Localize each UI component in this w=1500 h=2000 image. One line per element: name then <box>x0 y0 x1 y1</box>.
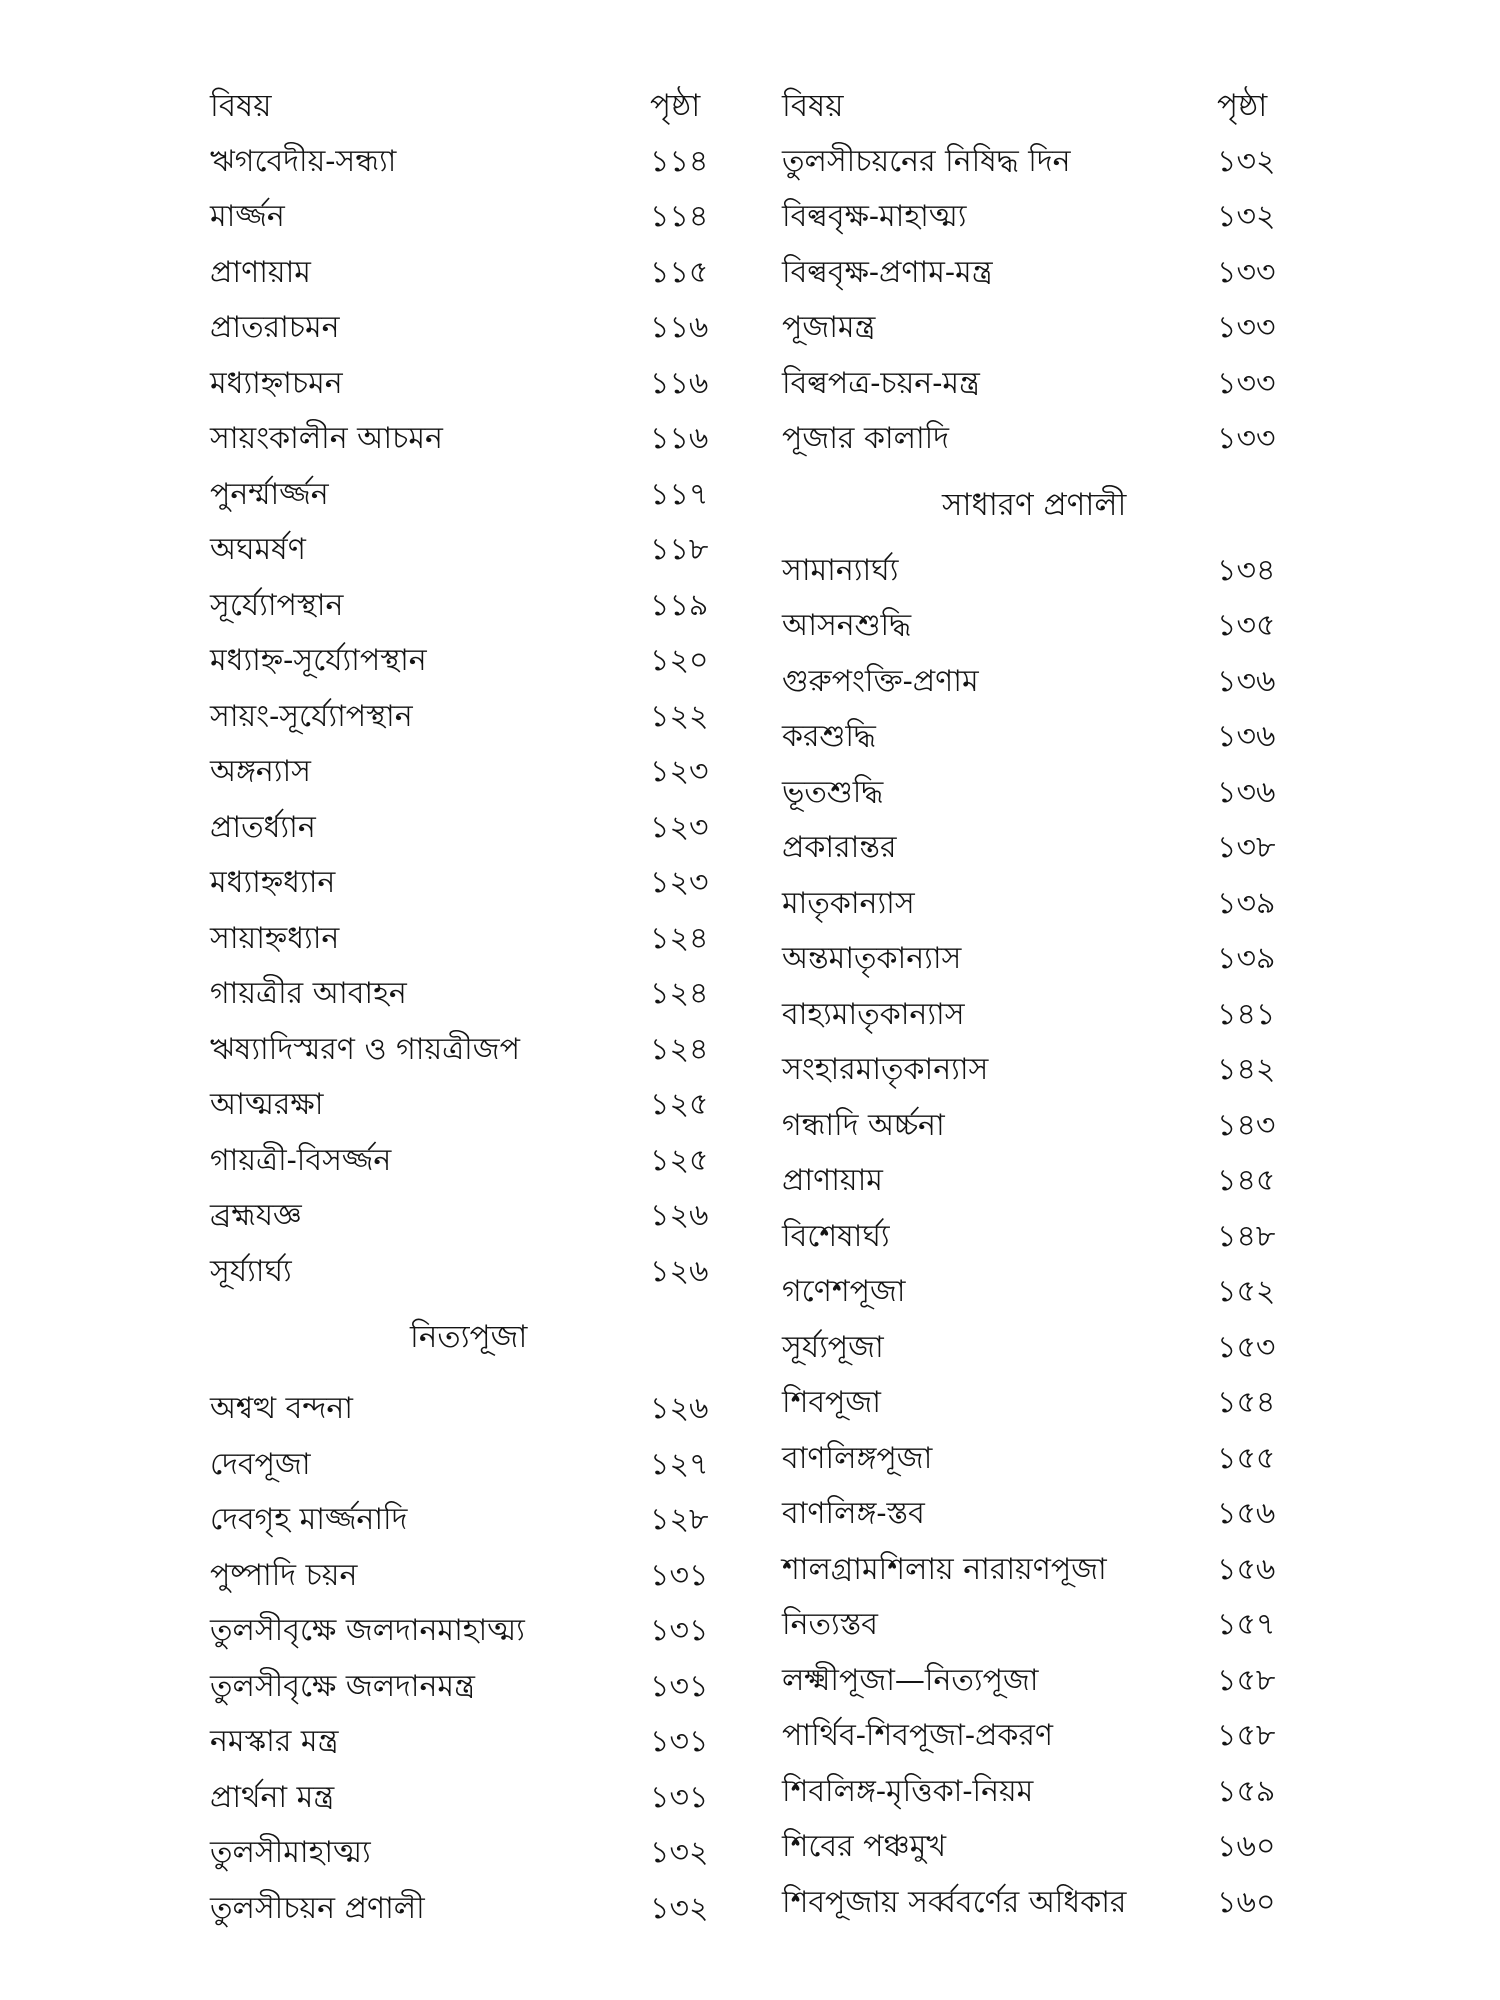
toc-entry-title: সূর্য্যার্ঘ্য <box>210 1253 292 1289</box>
toc-entry <box>782 191 1282 247</box>
toc-entry <box>782 1655 1282 1711</box>
left-subject-header: বিষয় <box>210 88 272 124</box>
toc-entry-page: ১২৫ <box>650 1087 709 1122</box>
toc-entry-page: ১১৪ <box>650 143 709 179</box>
toc-entry-title: বাণলিঙ্গপূজা <box>782 1440 933 1476</box>
left-page-header: পৃষ্ঠা <box>650 88 701 124</box>
toc-entry-page: ১৩৬ <box>1217 719 1276 754</box>
toc-entry-page: ১২৩ <box>650 754 709 789</box>
toc-entry-page: ১২৫ <box>650 1142 709 1178</box>
toc-entry-page: ১২৬ <box>650 1391 709 1426</box>
toc-entry-title: সামান্যার্ঘ্য <box>782 552 899 588</box>
toc-entry <box>210 580 730 636</box>
toc-entry-title: শিবের পঞ্চমুখ <box>782 1829 947 1864</box>
toc-entry-page: ১২৪ <box>650 920 709 956</box>
toc-entry-page: ১২৩ <box>650 809 709 845</box>
toc-entry-title: প্রাণায়াম <box>782 1163 883 1198</box>
toc-entry-page: ১২৬ <box>650 1253 709 1289</box>
toc-entry-page: ১৪৫ <box>1217 1163 1276 1198</box>
toc-entry <box>210 358 730 414</box>
toc-entry <box>782 1599 1282 1655</box>
right-section-heading <box>782 469 1282 545</box>
right-entry-list <box>782 136 1282 469</box>
toc-entry-page: ১৫৯ <box>1217 1773 1276 1809</box>
toc-entry-page: ১৩৯ <box>1217 885 1276 921</box>
toc-entry <box>782 1322 1282 1378</box>
toc-entry-page: ১৩৪ <box>1217 552 1276 588</box>
toc-entry-page: ১৪৮ <box>1217 1218 1276 1254</box>
toc-entry-page: ১২৭ <box>650 1446 709 1482</box>
toc-entry-title: ভূতশুদ্ধি <box>782 774 884 810</box>
left-header-row <box>210 80 730 136</box>
section-title-sadharan-pronali: সাধারণ প্রণালী <box>942 486 1127 523</box>
toc-entry-page: ১৩৬ <box>1217 774 1276 810</box>
toc-entry-title: মধ্যাহ্ন-সূর্য্যোপস্থান <box>210 643 427 678</box>
toc-entry-title: মধ্যাহ্নধ্যান <box>210 865 336 900</box>
toc-entry-title: নিত্যস্তব <box>782 1607 878 1642</box>
toc-entry-page: ১৪২ <box>1217 1052 1276 1087</box>
toc-entry-title: শালগ্রামশিলায় নারায়ণপূজা <box>782 1551 1107 1587</box>
toc-entry <box>782 1433 1282 1489</box>
toc-entry <box>782 1488 1282 1544</box>
toc-entry <box>782 878 1282 934</box>
right-entry-list-2 <box>782 545 1282 1933</box>
toc-entry-title: পূজামন্ত্র <box>782 310 876 345</box>
toc-entry-page: ১২০ <box>650 643 709 678</box>
toc-entry-page: ১৩২ <box>1217 199 1276 234</box>
toc-entry-title: অঙ্গন্যাস <box>210 754 312 789</box>
toc-entry <box>782 1211 1282 1267</box>
toc-entry-page: ১৪৩ <box>1217 1107 1276 1143</box>
toc-entry-page: ১৩৮ <box>1217 830 1276 865</box>
toc-entry <box>210 635 730 691</box>
toc-entry-page: ১৫৫ <box>1217 1440 1276 1476</box>
toc-entry <box>210 1772 730 1828</box>
toc-entry-title: গুরুপংক্তি-প্রণাম <box>782 663 979 699</box>
toc-entry <box>210 746 730 802</box>
toc-entry-title: আত্মরক্ষা <box>210 1087 324 1122</box>
toc-entry-page: ১৫৬ <box>1217 1551 1276 1587</box>
toc-entry <box>210 1605 730 1661</box>
toc-entry-page: ১৫৪ <box>1217 1385 1276 1420</box>
toc-entry-title: পূজার কালাদি <box>782 421 950 456</box>
toc-entry <box>210 913 730 969</box>
toc-entry-page: ১৩২ <box>1217 143 1276 179</box>
toc-entry <box>210 857 730 913</box>
toc-entry-title: ঋগবেদীয়-সন্ধ্যা <box>210 143 397 179</box>
toc-entry <box>210 691 730 747</box>
toc-entry-title: প্রাণায়াম <box>210 254 311 290</box>
toc-entry <box>782 1821 1282 1877</box>
toc-entry <box>782 1377 1282 1433</box>
toc-entry-title: মার্জ্জন <box>210 199 285 234</box>
left-column <box>210 80 730 1938</box>
toc-entry <box>210 1661 730 1717</box>
toc-entry-title: গণেশপূজা <box>782 1274 906 1309</box>
toc-entry-page: ১৩৩ <box>1217 254 1276 290</box>
toc-entry <box>782 136 1282 192</box>
toc-entry <box>782 822 1282 878</box>
toc-entry-title: সূর্য্যপূজা <box>782 1329 884 1365</box>
toc-entry-title: পার্থিব-শিবপূজা-প্রকরণ <box>782 1718 1054 1753</box>
toc-entry-page: ১৩১ <box>650 1779 709 1815</box>
toc-entry <box>210 1439 730 1495</box>
toc-entry-page: ১৫৭ <box>1217 1607 1276 1642</box>
toc-entry-title: সায়াহ্নধ্যান <box>210 920 340 956</box>
left-section-heading <box>210 1301 730 1383</box>
toc-entry-page: ১৩৩ <box>1217 365 1276 401</box>
toc-entry <box>782 600 1282 656</box>
toc-entry <box>782 358 1282 414</box>
toc-entry-title: গন্ধাদি অর্চ্চনা <box>782 1107 945 1143</box>
toc-entry-title: প্রার্থনা মন্ত্র <box>210 1779 335 1815</box>
right-page-header: পৃষ্ঠা <box>1217 88 1268 124</box>
toc-entry-page: ১৩১ <box>650 1557 709 1593</box>
toc-entry <box>782 656 1282 712</box>
right-column <box>782 80 1282 1932</box>
toc-entry-title: শিবলিঙ্গ-মৃত্তিকা-নিয়ম <box>782 1773 1034 1809</box>
toc-entry-title: পুনর্ম্মার্জ্জন <box>210 476 329 512</box>
toc-entry-title: দেবপূজা <box>210 1446 311 1482</box>
toc-entry-page: ১১৫ <box>650 254 709 290</box>
toc-entry <box>210 413 730 469</box>
toc-entry-title: সংহারমাতৃকান্যাস <box>782 1052 989 1087</box>
toc-entry-page: ১১৮ <box>650 532 709 567</box>
toc-entry <box>782 1877 1282 1933</box>
toc-entry <box>210 1494 730 1550</box>
toc-entry <box>210 1190 730 1246</box>
toc-entry <box>210 247 730 303</box>
toc-entry <box>210 524 730 580</box>
toc-entry-page: ১২৮ <box>650 1502 709 1537</box>
toc-entry <box>782 989 1282 1045</box>
toc-entry-title: করশুদ্ধি <box>782 719 876 754</box>
toc-entry-title: সায়ংকালীন আচমন <box>210 421 443 456</box>
toc-entry-title: গায়ত্রীর আবাহন <box>210 976 407 1011</box>
toc-entry <box>782 1044 1282 1100</box>
toc-entry-page: ১১৬ <box>650 310 709 345</box>
toc-entry-title: শিবপূজা <box>782 1385 881 1420</box>
toc-entry-title: বিল্বপত্র-চয়ন-মন্ত্র <box>782 365 980 401</box>
toc-entry <box>210 1024 730 1080</box>
toc-entry-title: শিবপূজায় সর্ব্ববর্ণের অধিকার <box>782 1884 1127 1920</box>
right-subject-header: বিষয় <box>782 88 844 124</box>
toc-entry <box>782 1100 1282 1156</box>
toc-entry <box>782 247 1282 303</box>
toc-entry <box>210 1079 730 1135</box>
toc-entry <box>782 1155 1282 1211</box>
toc-entry-title: তুলসীমাহাত্ম্য <box>210 1835 371 1870</box>
toc-entry-title: নমস্কার মন্ত্র <box>210 1724 339 1759</box>
toc-entry <box>782 1710 1282 1766</box>
left-entry-list <box>210 136 730 1302</box>
toc-entry-title: বিশেষার্ঘ্য <box>782 1218 890 1254</box>
toc-entry <box>210 968 730 1024</box>
toc-entry <box>782 1766 1282 1822</box>
toc-entry-page: ১৩৩ <box>1217 421 1276 456</box>
toc-entry-title: অন্তমাতৃকান্যাস <box>782 941 962 976</box>
toc-entry-page: ১৫৩ <box>1217 1329 1276 1365</box>
toc-entry <box>210 136 730 192</box>
toc-entry-page: ১৫৮ <box>1217 1662 1276 1698</box>
toc-entry-page: ১৫২ <box>1217 1274 1276 1309</box>
toc-entry-title: ঋষ্যাদিস্মরণ ও গায়ত্রীজপ <box>210 1031 520 1067</box>
toc-entry <box>210 802 730 858</box>
toc-entry-page: ১১৬ <box>650 365 709 401</box>
toc-entry-page: ১১৬ <box>650 421 709 456</box>
toc-entry-title: অঘমর্ষণ <box>210 532 306 567</box>
toc-entry-title: প্রাতর্ধ্যান <box>210 809 316 845</box>
toc-entry <box>210 469 730 525</box>
toc-entry-page: ১৩৫ <box>1217 608 1276 643</box>
toc-entry-page: ১৬০ <box>1217 1884 1276 1920</box>
toc-entry-page: ১২৬ <box>650 1198 709 1233</box>
section-title-nityapuja: নিত্যপূজা <box>410 1319 528 1355</box>
toc-entry <box>210 1383 730 1439</box>
toc-entry <box>782 1544 1282 1600</box>
toc-entry-title: মধ্যাহ্নাচমন <box>210 365 343 401</box>
toc-entry <box>210 191 730 247</box>
toc-entry <box>210 1135 730 1191</box>
toc-entry-title: তুলসীবৃক্ষে জলদানমন্ত্র <box>210 1668 475 1704</box>
toc-entry <box>782 413 1282 469</box>
toc-entry-title: তুলসীচয়ন প্রণালী <box>210 1890 425 1926</box>
toc-entry <box>782 933 1282 989</box>
toc-entry-page: ১৫৬ <box>1217 1496 1276 1531</box>
toc-entry-title: লক্ষ্মীপূজা—নিত্যপূজা <box>782 1662 1039 1698</box>
right-header-row <box>782 80 1282 136</box>
toc-entry <box>210 1246 730 1302</box>
toc-entry-page: ১৩৩ <box>1217 310 1276 345</box>
toc-entry <box>210 1550 730 1606</box>
toc-entry <box>782 545 1282 601</box>
toc-entry-title: ব্রহ্মযজ্ঞ <box>210 1198 302 1233</box>
toc-entry-page: ১৩২ <box>650 1835 709 1870</box>
toc-entry-title: বিল্ববৃক্ষ-মাহাত্ম্য <box>782 199 967 234</box>
toc-entry-page: ১২৪ <box>650 976 709 1011</box>
toc-entry-title: তুলসীবৃক্ষে জলদানমাহাত্ম্য <box>210 1613 525 1648</box>
toc-entry <box>782 302 1282 358</box>
toc-entry-page: ১৫৮ <box>1217 1718 1276 1753</box>
toc-entry-title: দেবগৃহ মার্জ্জনাদি <box>210 1502 408 1537</box>
toc-entry <box>782 767 1282 823</box>
left-entry-list-2 <box>210 1383 730 1938</box>
toc-entry-title: সায়ং-সূর্য্যোপস্থান <box>210 698 413 734</box>
toc-entry-title: তুলসীচয়নের নিষিদ্ধ দিন <box>782 143 1071 179</box>
toc-entry-title: মাতৃকান্যাস <box>782 885 915 921</box>
toc-entry-title: পুষ্পাদি চয়ন <box>210 1557 358 1593</box>
toc-entry <box>782 1266 1282 1322</box>
toc-entry-page: ১১৯ <box>650 587 709 623</box>
toc-entry <box>782 711 1282 767</box>
toc-entry-title: প্রকারান্তর <box>782 830 897 865</box>
toc-entry <box>210 302 730 358</box>
toc-entry-page: ১৩২ <box>650 1890 709 1926</box>
toc-entry <box>210 1883 730 1939</box>
toc-entry-page: ১১৪ <box>650 199 709 234</box>
toc-entry-title: বিল্ববৃক্ষ-প্রণাম-মন্ত্র <box>782 254 993 290</box>
toc-entry-title: বাণলিঙ্গ-স্তব <box>782 1496 925 1531</box>
toc-entry-page: ১৩৯ <box>1217 941 1276 976</box>
toc-entry-page: ১১৭ <box>650 476 709 512</box>
toc-entry-page: ১২৩ <box>650 865 709 900</box>
toc-entry-page: ১৬০ <box>1217 1829 1276 1864</box>
toc-entry-page: ১২৪ <box>650 1031 709 1067</box>
toc-entry-title: সূর্য্যোপস্থান <box>210 587 344 623</box>
toc-entry-page: ১২২ <box>650 698 709 734</box>
toc-entry <box>210 1827 730 1883</box>
toc-entry-title: প্রাতরাচমন <box>210 310 340 345</box>
toc-entry-title: আসনশুদ্ধি <box>782 608 912 643</box>
toc-entry-page: ১৩১ <box>650 1724 709 1759</box>
toc-entry-page: ১৩১ <box>650 1668 709 1704</box>
toc-entry-title: বাহ্যমাতৃকান্যাস <box>782 996 965 1032</box>
toc-entry <box>210 1716 730 1772</box>
toc-entry-title: গায়ত্রী-বিসর্জ্জন <box>210 1142 392 1178</box>
toc-entry-page: ১৩১ <box>650 1613 709 1648</box>
toc-entry-page: ১৪১ <box>1217 996 1276 1032</box>
toc-entry-page: ১৩৬ <box>1217 663 1276 699</box>
toc-entry-title: অশ্বত্থ বন্দনা <box>210 1391 353 1426</box>
